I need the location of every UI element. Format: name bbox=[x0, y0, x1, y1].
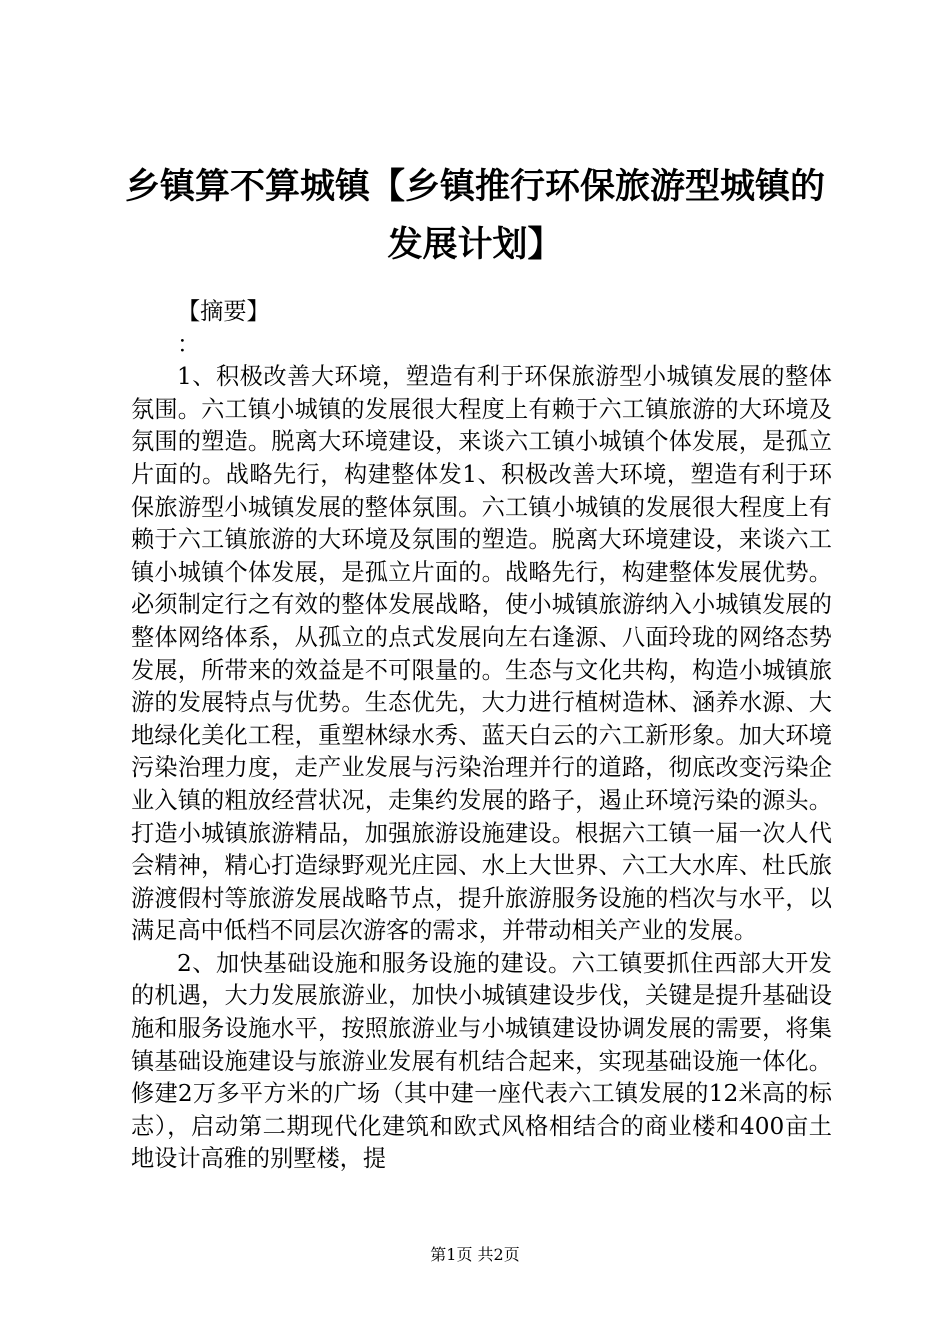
document-title: 乡镇算不算城镇【乡镇推行环保旅游型城镇的发展计划】 bbox=[124, 167, 825, 265]
abstract-colon: ： bbox=[177, 330, 201, 358]
abstract-label: 【摘要】 bbox=[177, 298, 270, 325]
paragraph-1: 1、积极改善大环境，塑造有利于环保旅游型小城镇发展的整体氛围。六工镇小城镇的发展很大程度上有赖于六工镇旅游的大环境及氛围的塑造。脱离大环境建设，来谈六工镇小城镇个体发展，是孤立片面的。战略先行，构建整体发1、积极改善大环境，塑造有利于环保旅游型小城镇发展的整体氛围。六工镇小城镇的发展很大程度上有赖于六工镇旅游的大环境及氛围的塑造。脱离大环境建设，来谈六工镇小城镇个体发展，是孤立片面的。战略先行，构建整体发展优势。必须制定行之有效的整体发展战略，使小城镇旅游纳入小城镇发展的整体网络体系，从孤立的点式发展向左右逢源、八面玲珑的网络态势发展，所带来的效益是不可限量的。生态与文化共构，构造小城镇旅游的发展特点与优势。生态优先，大力进行植树造林、涵养水源、大地绿化美化工程，重塑林绿水秀、蓝天白云的六工新形象。加大环境污染治理力度，走产业发展与污染治理并行的道路，彻底改变污染企业入镇的粗放经营状况，走集约发展的路子，遏止环境污染的源头。打造小城镇旅游精品，加强旅游设施建设。根据六工镇一届一次人代会精神，精心打造绿野观光庄园、水上大世界、六工大水库、杜氏旅游渡假村等旅游发展战略节点，提升旅游服务设施的档次与水平，以满足高中低档不同层次游客的需求，并带动相关产业的发展。 bbox=[131, 363, 832, 945]
page-number-footer: 第1页 共2页 bbox=[430, 1245, 520, 1264]
paragraph-2: 2、加快基础设施和服务设施的建设。六工镇要抓住西部大开发的机遇，大力发展旅游业，加快小城镇建设步伐，关键是提升基础设施和服务设施水平，按照旅游业与小城镇建设协调发展的需要，将集镇基础设施建设与旅游业发展有机结合起来，实现基础设施一体化。修建2万多平方米的广场（其中建一座代表六工镇发展的12米高的标志），启动第二期现代化建筑和欧式风格相结合的商业楼和400亩土地设计高雅的别墅楼，提 bbox=[131, 949, 832, 1173]
document-body bbox=[131, 296, 832, 1176]
